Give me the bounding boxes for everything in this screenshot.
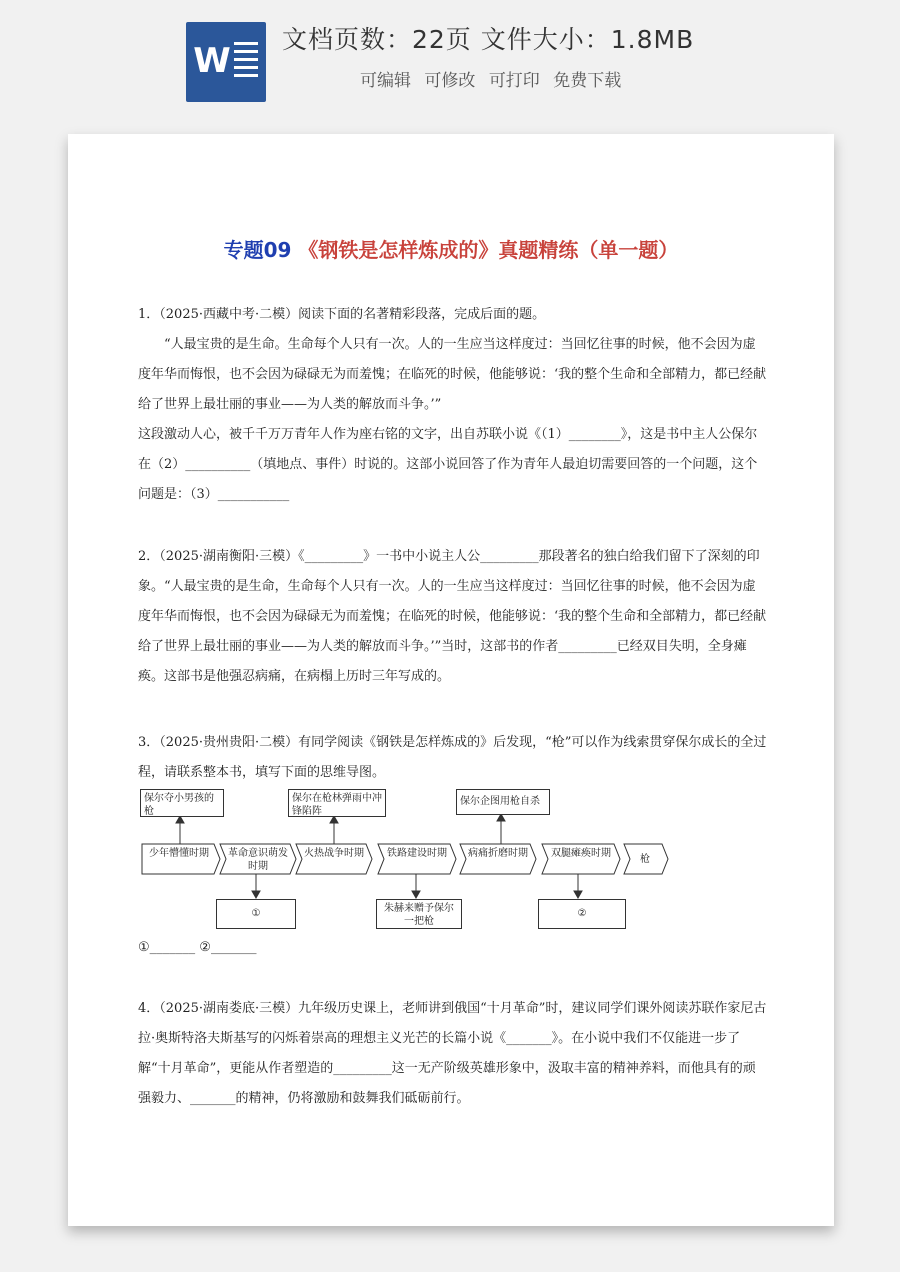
title-name: 《钢铁是怎样炼成的》真题精练（单一题） [298, 238, 679, 262]
document-page [68, 134, 834, 1226]
q4-body: 4．（2025·湖南娄底·三模）九年级历史课上，老师讲到俄国“十月革命”时，建议同学们课外阅读苏联作家尼古拉·奥斯特洛夫斯基写的闪烁着崇高的理想主义光芒的长篇小说《_______》。在小说中我们不仅能进一步了解“十月革命”，更能从作者塑造的_________这一无产阶级英雄形象中，汲取丰富的精神养料，而他具有的顽强毅力、_______的精神，仍将激励和鼓舞我们砥砺前行。 [138, 1001, 767, 1106]
stage-label: 病痛折磨时期 [468, 848, 528, 859]
free-download-label: 免费下载 [553, 71, 622, 91]
stage-label: 火热战争时期 [304, 848, 364, 859]
answer-box-1: ① [216, 899, 296, 929]
title-number: 专题09 [223, 238, 292, 262]
stage-label: 枪 [640, 854, 650, 865]
top-box: 保尔企图用枪自杀 [456, 789, 550, 815]
top-box: 保尔夺小男孩的枪 [140, 789, 224, 817]
q1-quote: “人最宝贵的是生命。生命每个人只有一次。人的一生应当这样度过：当回忆往事的时候，他不会因为虚度年华而悔恨，也不会因为碌碌无为而羞愧；在临死的时候，他能够说：‘我的整个生命和全部精力，都已经献给了世界上最壮丽的事业——为人类的解放而斗争。’” [138, 337, 767, 412]
banner-actions [360, 66, 629, 91]
question-4 [138, 994, 768, 1114]
q1-stem: 1．（2025·西藏中考·二模）阅读下面的名著精彩段落，完成后面的题。 [138, 307, 546, 322]
editable-label: 可编辑 [360, 71, 411, 91]
modifiable-label: 可修改 [424, 71, 476, 91]
question-1 [138, 300, 768, 510]
page-title [68, 234, 834, 263]
bottom-box: 朱赫来赠予保尔一把枪 [376, 899, 462, 929]
question-2 [138, 542, 768, 692]
download-banner [0, 0, 900, 125]
stage-label: 革命意识萌发时期 [228, 848, 288, 872]
word-doc-icon: W [186, 22, 266, 102]
mind-map [138, 789, 758, 927]
q3-stem: 3．（2025·贵州贵阳·二模）有同学阅读《钢铁是怎样炼成的》后发现，“枪”可以作为线索贯穿保尔成长的全过程，请联系整本书，填写下面的思维导图。 [138, 735, 767, 780]
printable-label: 可打印 [488, 71, 540, 91]
question-3 [138, 728, 768, 788]
q2-body: 2．（2025·湖南衡阳·三模）《_________》一书中小说主人公_________那段著名的独白给我们留下了深刻的印象。“人最宝贵的是生命，生命每个人只有一次。人的一生应当这样度过：当回忆往事的时候，他不会因为虚度年华而悔恨，也不会因为碌碌无为而羞愧；在临死的时候，他能够说：‘我的整个生命和全部精力，都已经献给了世界上最壮丽的事业——为人类的解放而斗争。’”当时，这部书的作者_________已经双目失明，全身瘫痪。这部书是他强忍病痛，在病榻上历时三年写成的。 [138, 549, 767, 684]
q1-body: 这段激动人心，被千千万万青年人作为座右铭的文字，出自苏联小说《（1）________》，这是书中主人公保尔在（2）__________（填地点、事件）时说的。这部小说回答了作为青年人最迫切需要回答的一个问题，这个问题是：（3）___________ [138, 427, 758, 502]
banner-title: 文档页数：22页 文件大小：1.8MB [282, 25, 695, 54]
answer-box-2: ② [538, 899, 626, 929]
q3-answers: ①_______ ②_______ [138, 940, 257, 955]
stage-label: 双腿瘫痪时期 [551, 848, 611, 859]
stage-label: 少年懵懂时期 [149, 848, 209, 859]
stage-label: 铁路建设时期 [387, 848, 447, 859]
top-box: 保尔在枪林弹雨中冲锋陷阵 [288, 789, 386, 817]
